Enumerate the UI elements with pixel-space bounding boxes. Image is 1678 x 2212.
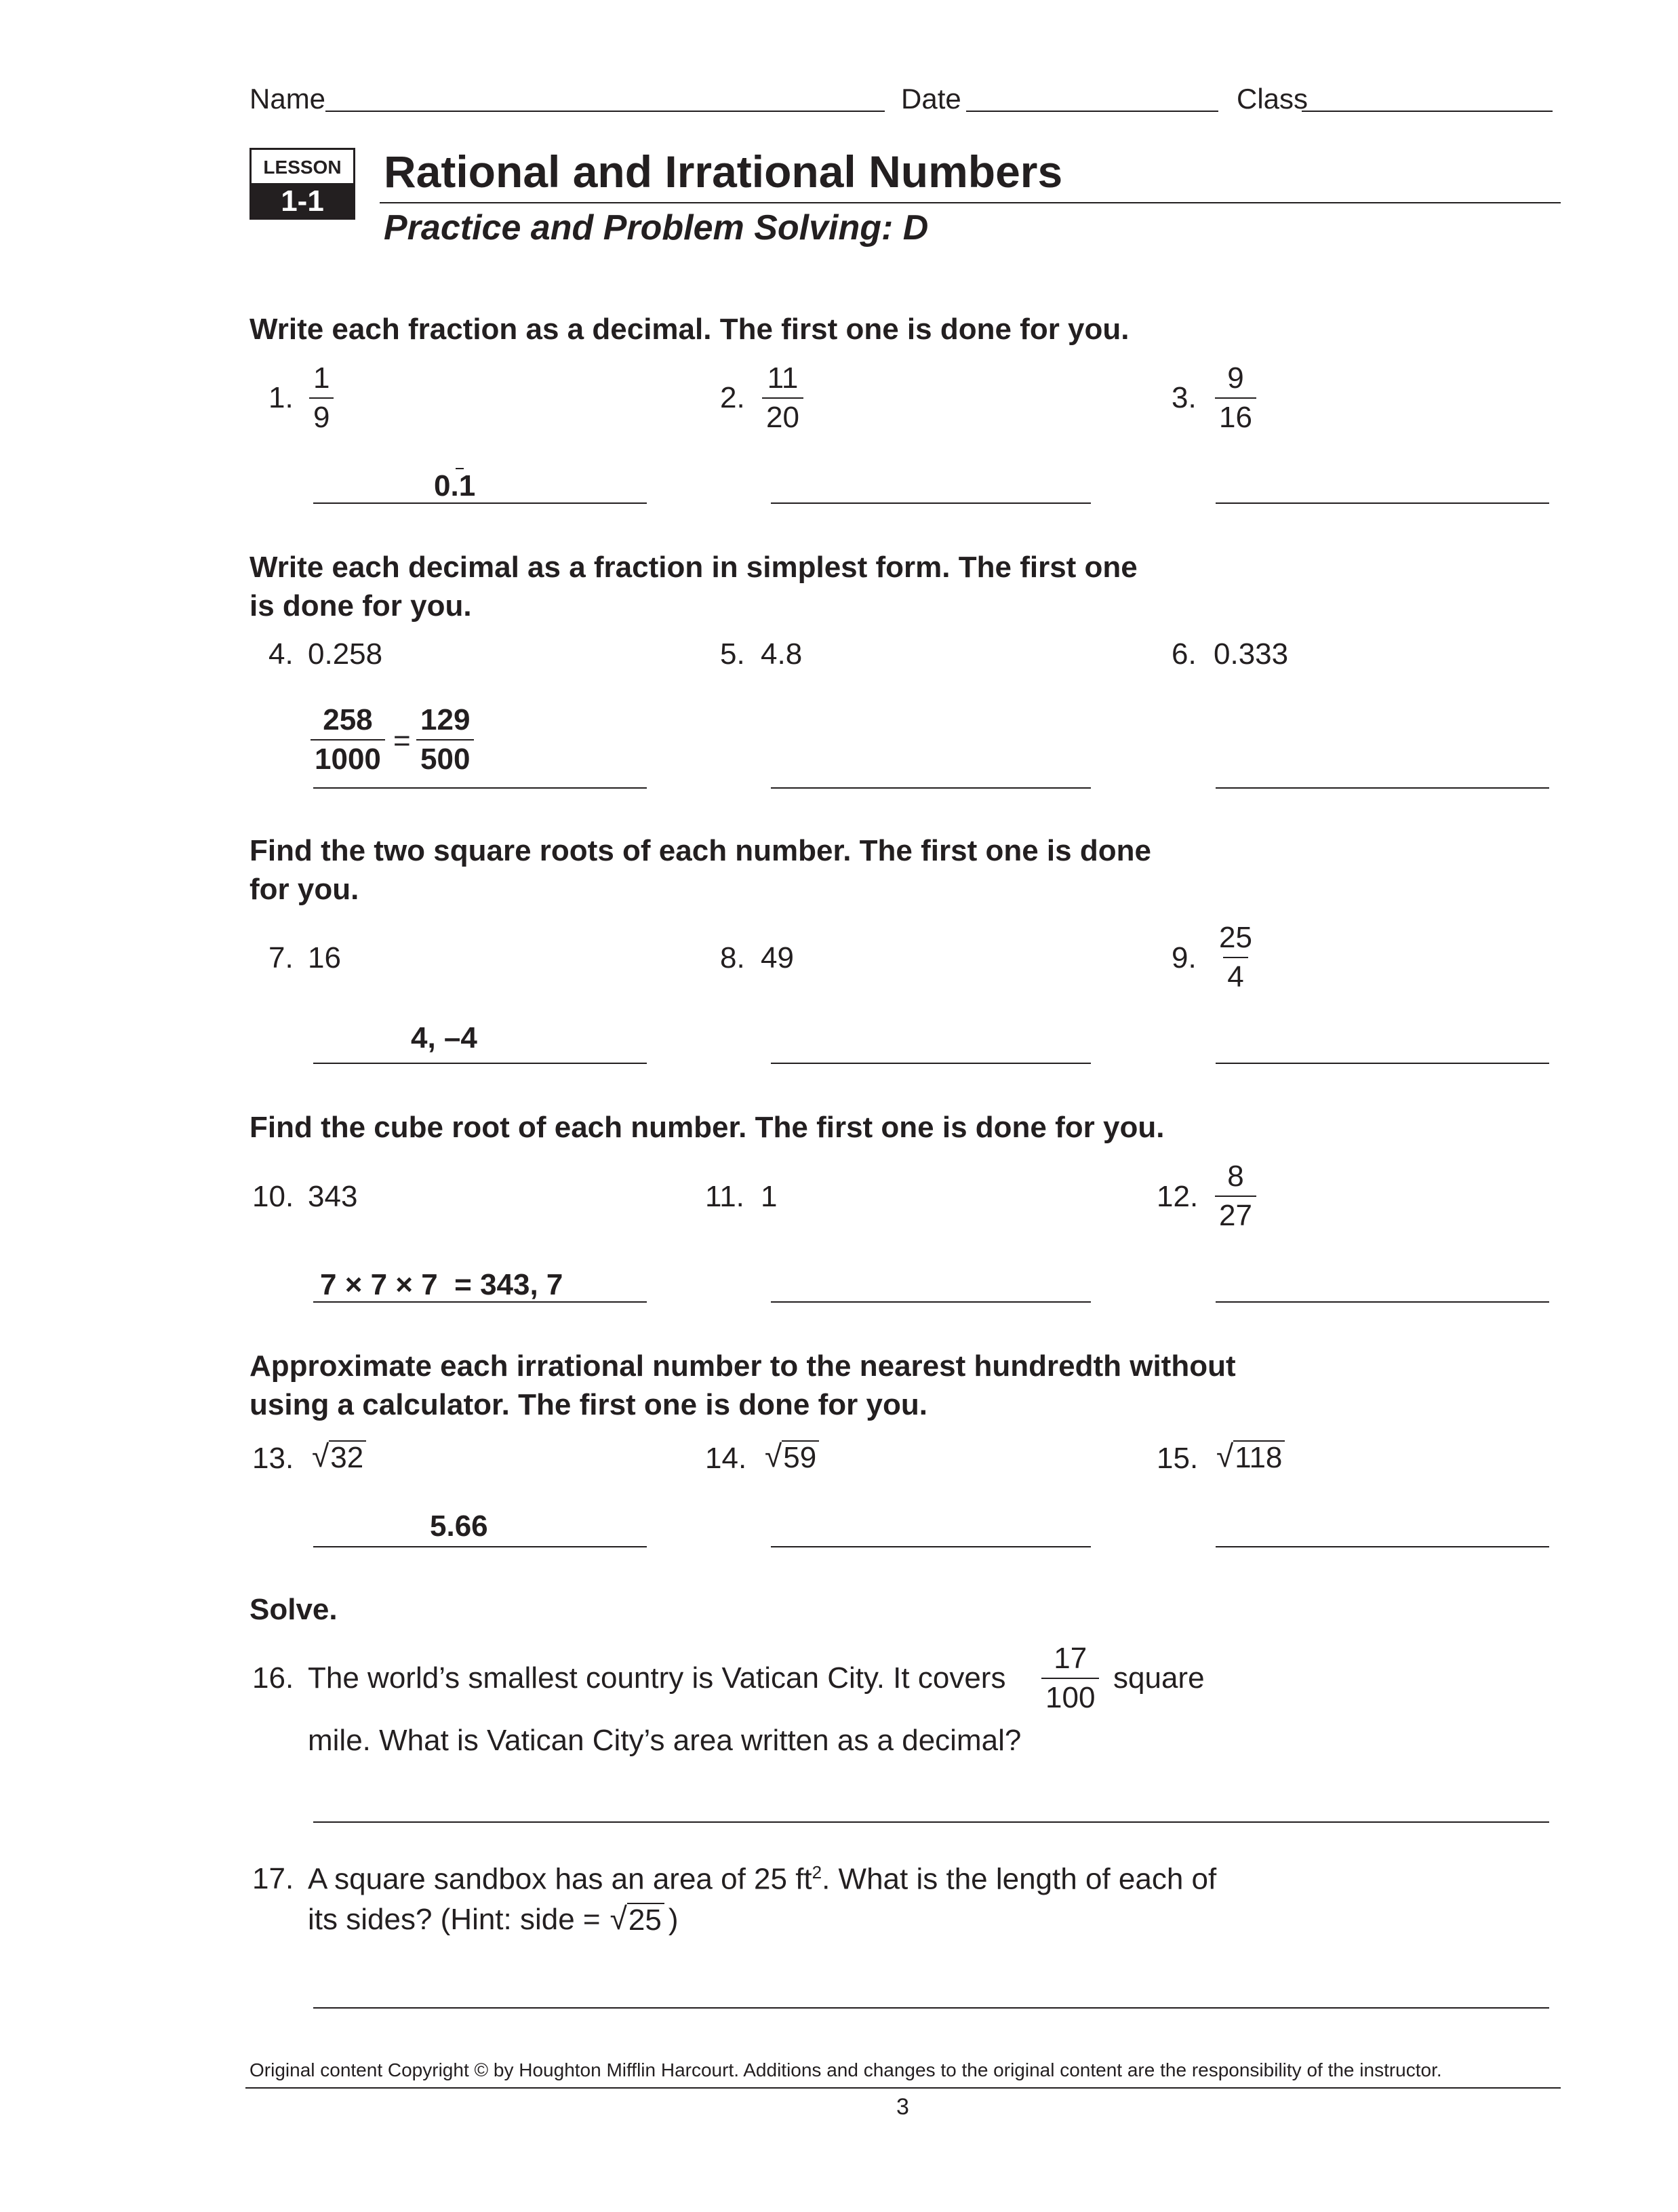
answer-line-17[interactable]: [313, 2007, 1549, 2009]
section6-instruction: Solve.: [249, 1593, 338, 1626]
problem-8-number: 8.: [720, 941, 745, 974]
name-field[interactable]: [325, 111, 885, 112]
section3-instruction-line1: Find the two square roots of each number. The first one is done: [249, 834, 1151, 867]
problem-16-text: The world’s smallest country is Vatican City. It covers: [308, 1661, 1006, 1695]
problem-5-value: 4.8: [761, 637, 803, 671]
problem-13-radicand: 32: [329, 1440, 366, 1473]
answer-line-12[interactable]: [1216, 1301, 1549, 1303]
problem-4-number: 4.: [268, 637, 294, 671]
date-field[interactable]: [966, 111, 1218, 112]
answer-line-15[interactable]: [1216, 1546, 1549, 1547]
problem-7-number: 7.: [268, 941, 294, 974]
problem-17-radicand: 25: [627, 1903, 664, 1935]
problem-2-denominator: 20: [762, 397, 803, 433]
answer-line-14[interactable]: [771, 1546, 1091, 1547]
problem-2-number: 2.: [720, 381, 745, 414]
answer-line-2[interactable]: [771, 502, 1091, 504]
problem-8-value: 49: [761, 941, 794, 974]
problem-17-hint-text: its sides? (Hint: side =: [308, 1903, 601, 1936]
section1-instruction: Write each fraction as a decimal. The first one is done for you.: [249, 313, 1130, 346]
answer-line-16[interactable]: [313, 1821, 1549, 1823]
problem-2-fraction: [762, 363, 803, 433]
problem-16-line2: mile. What is Vatican City’s area written as a decimal?: [308, 1724, 1022, 1757]
sqrt-icon: √: [765, 1438, 782, 1474]
problem-3-denominator: 16: [1215, 397, 1256, 433]
problem-2-numerator: 11: [767, 361, 799, 395]
problem-15-radicand: 118: [1233, 1440, 1285, 1473]
problem-16-denominator: 100: [1041, 1678, 1099, 1713]
name-label: Name: [249, 83, 326, 115]
problem-1-number: 1.: [268, 381, 294, 414]
problem-17-line2: [308, 1903, 678, 1937]
problem-12-fraction: [1215, 1162, 1256, 1231]
answer-line-7[interactable]: [313, 1063, 647, 1064]
problem-11-number: 11.: [705, 1180, 744, 1213]
section5-instruction-line1: Approximate each irrational number to the nearest hundredth without: [249, 1349, 1236, 1383]
problem-14-radicand: 59: [782, 1440, 819, 1473]
problem-1-fraction: [309, 363, 334, 433]
answer-line-9[interactable]: [1216, 1063, 1549, 1064]
answer-line-6[interactable]: [1216, 787, 1549, 789]
answer-line-11[interactable]: [771, 1301, 1091, 1303]
problem-15-number: 15.: [1157, 1442, 1199, 1475]
problem-10-number: 10.: [252, 1180, 294, 1213]
problem-1-answer: 0.1: [434, 469, 476, 502]
problem-17-hint-close: ): [668, 1903, 679, 1936]
section3-instruction-line2: for you.: [249, 873, 359, 906]
problem-4-answer-fraction-1: [311, 705, 385, 774]
problem-17-number: 17.: [252, 1862, 294, 1895]
problem-4-answer-fraction-2: [416, 705, 474, 774]
problem-3-fraction: [1215, 363, 1256, 433]
problem-14-number: 14.: [705, 1442, 747, 1475]
problem-16-text-after: square: [1113, 1661, 1205, 1695]
problem-17-text-before: A square sandbox has an area of 25 ft: [308, 1862, 812, 1896]
problem-14-radical: [765, 1440, 819, 1473]
lesson-badge: [249, 148, 355, 220]
answer-line-4[interactable]: [313, 787, 647, 789]
page-number: 3: [896, 2094, 909, 2120]
date-label: Date: [901, 83, 961, 115]
problem-16-fraction: [1041, 1644, 1099, 1713]
footer-rule: [245, 2087, 1561, 2089]
problem-7-answer: 4, –4: [411, 1021, 477, 1054]
problem-6-number: 6.: [1172, 637, 1197, 671]
answer-line-10[interactable]: [313, 1301, 647, 1303]
section2-instruction-line2: is done for you.: [249, 589, 472, 623]
page-title: Rational and Irrational Numbers: [384, 146, 1063, 197]
problem-11-value: 1: [761, 1180, 778, 1213]
section2-instruction-line1: Write each decimal as a fraction in simplest form. The first one: [249, 551, 1138, 584]
section4-instruction: Find the cube root of each number. The first one is done for you.: [249, 1111, 1165, 1144]
problem-17-text: [308, 1862, 1216, 1897]
class-label: Class: [1237, 83, 1309, 115]
sqrt-icon: √: [1216, 1438, 1234, 1474]
problem-1-denominator: 9: [309, 397, 334, 433]
problem-9-fraction: [1215, 923, 1256, 992]
problem-13-answer: 5.66: [430, 1509, 488, 1543]
problem-9-numerator: 25: [1219, 921, 1252, 954]
problem-17-text-after: . What is the length of each of: [822, 1862, 1217, 1896]
problem-7-value: 16: [308, 941, 341, 974]
answer-line-3[interactable]: [1216, 502, 1549, 504]
problem-10-answer: 7 × 7 × 7 = 343, 7: [320, 1268, 563, 1301]
problem-4-answer-numerator-2: 129: [420, 703, 471, 736]
problem-17-superscript: 2: [812, 1862, 822, 1882]
problem-3-numerator: 9: [1227, 361, 1244, 395]
problem-3-number: 3.: [1172, 381, 1197, 414]
problem-13-number: 13.: [252, 1442, 294, 1475]
copyright-notice: Original content Copyright © by Houghton Mifflin Harcourt. Additions and changes to the original content are the responsibility of the instructor.: [249, 2059, 1442, 2080]
page-subtitle: Practice and Problem Solving: D: [384, 208, 929, 248]
class-field[interactable]: [1302, 111, 1553, 112]
problem-4-answer-denominator-1: 1000: [311, 739, 385, 774]
problem-4-answer-numerator-1: 258: [323, 703, 373, 736]
problem-12-numerator: 8: [1227, 1160, 1244, 1193]
problem-4-equals: =: [393, 724, 411, 757]
problem-13-radical: [312, 1440, 366, 1473]
problem-6-value: 0.333: [1214, 637, 1289, 671]
section5-instruction-line2: using a calculator. The first one is done for you.: [249, 1388, 927, 1421]
lesson-badge-label: LESSON: [263, 157, 342, 178]
problem-9-denominator: 4: [1223, 957, 1247, 992]
sqrt-icon: √: [312, 1438, 329, 1474]
problem-16-number: 16.: [252, 1661, 294, 1695]
answer-line-1[interactable]: [313, 502, 647, 504]
problem-10-value: 343: [308, 1180, 358, 1213]
repeating-bar: [456, 468, 464, 469]
answer-line-13[interactable]: [313, 1546, 647, 1547]
problem-9-number: 9.: [1172, 941, 1197, 974]
problem-4-value: 0.258: [308, 637, 383, 671]
problem-15-radical: [1216, 1440, 1285, 1473]
problem-12-denominator: 27: [1215, 1196, 1256, 1231]
lesson-badge-number: 1-1: [249, 183, 355, 220]
answer-line-5[interactable]: [771, 787, 1091, 789]
problem-12-number: 12.: [1157, 1180, 1199, 1213]
sqrt-icon: √: [610, 1901, 627, 1936]
title-rule: [380, 202, 1561, 203]
problem-4-answer-denominator-2: 500: [416, 739, 474, 774]
problem-17-radical: [610, 1903, 664, 1935]
problem-1-numerator: 1: [313, 361, 330, 395]
problem-5-number: 5.: [720, 637, 745, 671]
answer-line-8[interactable]: [771, 1063, 1091, 1064]
problem-16-numerator: 17: [1054, 1642, 1087, 1675]
